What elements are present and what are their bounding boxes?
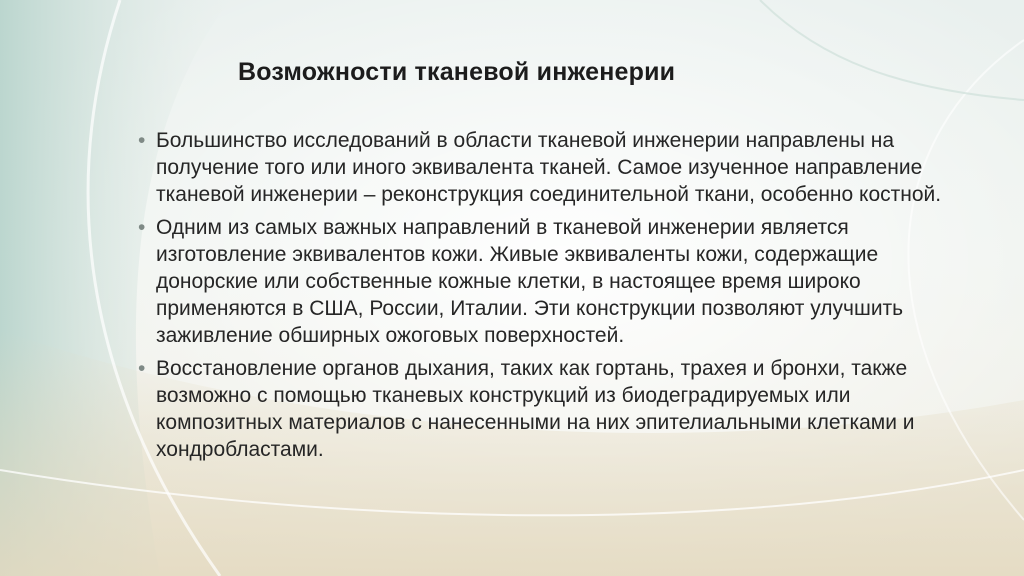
bullet-text: Восстановление органов дыхания, таких как гортань, трахея и бронхи, также возможно с помощью тканевых конструкций из биодеградируемых или композитных материалов с нанесенными на них эпителиальными клетками и хондробластами. [156, 357, 915, 461]
bullet-marker: • [138, 357, 146, 380]
bullet-item [137, 214, 967, 349]
bullet-text: Одним из самых важных направлений в тканевой инженерии является изготовление эквивалентов кожи. Живые эквиваленты кожи, содержащие донорские или собственные кожные клетки, в настоящее время широко применяются в США, России, Италии. Эти конструкции позволяют улучшить заживление обширных ожоговых поверхностей. [156, 216, 904, 347]
bullet-text: Большинство исследований в области тканевой инженерии направлены на получение того или иного эквивалента тканей. Самое изученное направление тканевой инженерии – реконструкция соединительной ткани, особенно костной. [156, 129, 942, 206]
slide-title: Возможности тканевой инженерии [238, 58, 676, 86]
bullet-item [137, 355, 967, 463]
bullet-marker: • [138, 216, 146, 239]
bullet-item [137, 127, 967, 208]
bullet-list [137, 127, 967, 469]
bullet-marker: • [138, 129, 146, 152]
